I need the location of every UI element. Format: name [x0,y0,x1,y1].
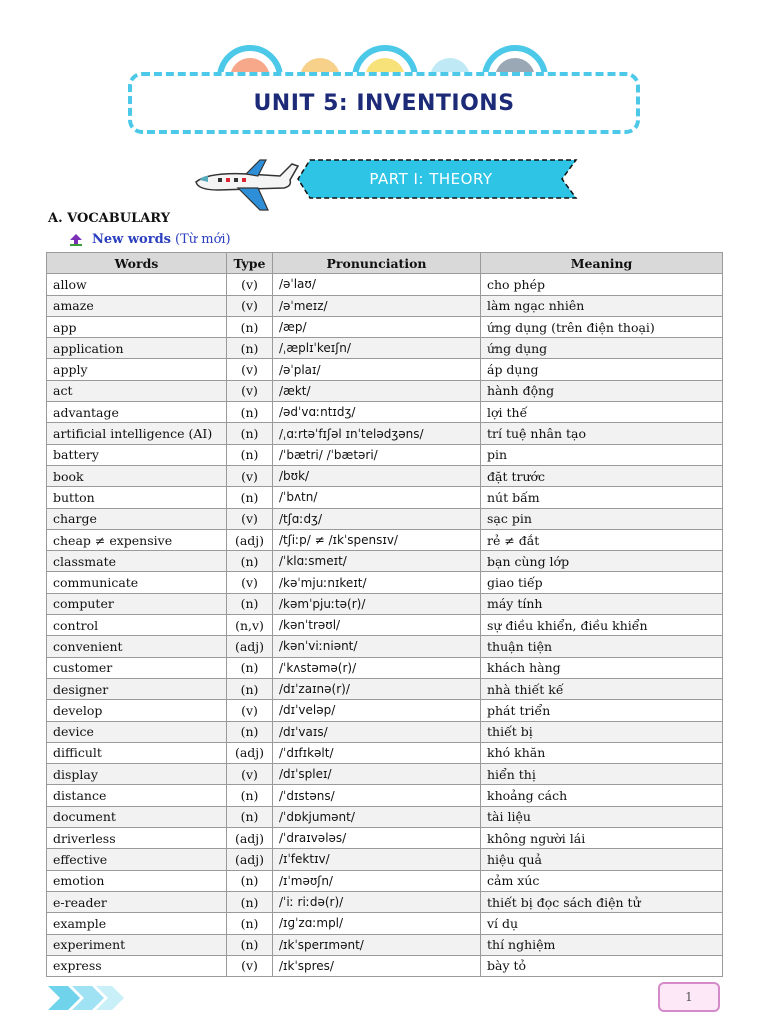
table-row [47,572,723,593]
cell-pronunciation: /dɪˈvaɪs/ [273,721,481,742]
table-row [47,657,723,678]
cell-pronunciation: /ˈklɑːsmeɪt/ [273,551,481,572]
cell-meaning: tài liệu [481,806,723,827]
cell-word: device [47,721,227,742]
cell-word: button [47,487,227,508]
table-row [47,849,723,870]
table-row [47,359,723,380]
cell-pronunciation: /ɪˈfektɪv/ [273,849,481,870]
cell-meaning: hiệu quả [481,849,723,870]
cell-word: allow [47,274,227,295]
cell-meaning: thiết bị [481,721,723,742]
cell-word: develop [47,700,227,721]
cell-pronunciation: /kənˈviːniənt/ [273,636,481,657]
table-row [47,828,723,849]
cell-pronunciation: /kənˈtrəʊl/ [273,615,481,636]
cell-word: control [47,615,227,636]
cell-pronunciation: /tʃiːp/ ≠ /ɪkˈspensɪv/ [273,529,481,550]
cell-type: (n) [227,593,273,614]
table-row [47,742,723,763]
cell-meaning: thí nghiệm [481,934,723,955]
cell-type: (v) [227,295,273,316]
cell-meaning: ứng dụng (trên điện thoại) [481,316,723,337]
table-row [47,274,723,295]
header-type: Type [227,253,273,274]
cell-word: display [47,764,227,785]
cell-type: (v) [227,465,273,486]
cell-meaning: cảm xúc [481,870,723,891]
cell-meaning: hành động [481,380,723,401]
cell-word: distance [47,785,227,806]
cell-type: (n) [227,721,273,742]
table-row [47,870,723,891]
cell-type: (n,v) [227,615,273,636]
table-row [47,891,723,912]
cell-meaning: ví dụ [481,913,723,934]
subheading-en: New words [92,232,171,247]
section-heading: A. VOCABULARY [48,211,170,226]
cell-word: e-reader [47,891,227,912]
cell-pronunciation: /ˌɑːrtəˈfɪʃəl ɪnˈtelədʒəns/ [273,423,481,444]
cell-pronunciation: /əˈmeɪz/ [273,295,481,316]
cell-word: convenient [47,636,227,657]
table-row [47,636,723,657]
cell-pronunciation: /ɪkˈspres/ [273,955,481,976]
table-row [47,444,723,465]
table-row [47,806,723,827]
cell-type: (n) [227,891,273,912]
table-row [47,402,723,423]
table-row [47,465,723,486]
table-row [47,955,723,976]
cell-meaning: nhà thiết kế [481,678,723,699]
airplane-icon [188,156,300,216]
cell-type: (n) [227,316,273,337]
cell-pronunciation: /dɪˈzaɪnə(r)/ [273,678,481,699]
cell-meaning: khó khăn [481,742,723,763]
cell-type: (v) [227,572,273,593]
cell-word: artificial intelligence (AI) [47,423,227,444]
cell-type: (n) [227,785,273,806]
cell-pronunciation: /ˈdraɪvələs/ [273,828,481,849]
cell-type: (n) [227,806,273,827]
chevrons-icon [46,984,126,1012]
cell-word: amaze [47,295,227,316]
table-row [47,678,723,699]
cell-meaning: áp dụng [481,359,723,380]
cell-word: difficult [47,742,227,763]
cell-meaning: khách hàng [481,657,723,678]
cell-pronunciation: /ˈbætri/ /ˈbætəri/ [273,444,481,465]
cell-word: express [47,955,227,976]
table-body [47,274,723,977]
cell-meaning: cho phép [481,274,723,295]
cell-pronunciation: /ˈiː riːdə(r)/ [273,891,481,912]
table-header-row [47,253,723,274]
table-row [47,700,723,721]
cell-word: application [47,338,227,359]
cell-word: designer [47,678,227,699]
cell-pronunciation: /ˈkʌstəmə(r)/ [273,657,481,678]
cell-type: (v) [227,508,273,529]
cell-pronunciation: /ədˈvɑːntɪdʒ/ [273,402,481,423]
cell-meaning: bạn cùng lớp [481,551,723,572]
cell-type: (n) [227,444,273,465]
cell-meaning: nút bấm [481,487,723,508]
table-row [47,316,723,337]
cell-word: customer [47,657,227,678]
cell-meaning: thuận tiện [481,636,723,657]
cell-meaning: bày tỏ [481,955,723,976]
cell-meaning: sạc pin [481,508,723,529]
table-row [47,615,723,636]
cell-word: driverless [47,828,227,849]
cell-type: (v) [227,955,273,976]
table-row [47,721,723,742]
cell-type: (adj) [227,742,273,763]
table-row [47,338,723,359]
cell-meaning: sự điều khiển, điều khiển [481,615,723,636]
cell-pronunciation: /əˈlaʊ/ [273,274,481,295]
cell-type: (adj) [227,529,273,550]
subheading-vi: (Từ mới) [175,232,231,247]
cell-meaning: lợi thế [481,402,723,423]
header-meaning: Meaning [481,253,723,274]
cell-type: (n) [227,487,273,508]
cell-meaning: khoảng cách [481,785,723,806]
cell-word: book [47,465,227,486]
cell-type: (n) [227,423,273,444]
cell-pronunciation: /kəmˈpjuːtə(r)/ [273,593,481,614]
cell-meaning: hiển thị [481,764,723,785]
cell-meaning: không người lái [481,828,723,849]
arrow-bullet-icon [70,234,82,246]
title-box [128,72,640,134]
cell-meaning: pin [481,444,723,465]
cell-word: battery [47,444,227,465]
table-row [47,295,723,316]
table-row [47,423,723,444]
table-row [47,593,723,614]
page-number: 1 [658,982,720,1012]
cell-word: act [47,380,227,401]
cell-meaning: rẻ ≠ đắt [481,529,723,550]
table-row [47,508,723,529]
cell-word: communicate [47,572,227,593]
table-row [47,487,723,508]
cell-pronunciation: /ˌæplɪˈkeɪʃn/ [273,338,481,359]
cell-pronunciation: /ˈbʌtn/ [273,487,481,508]
cell-type: (adj) [227,636,273,657]
cell-type: (n) [227,934,273,955]
cell-meaning: máy tính [481,593,723,614]
table-row [47,913,723,934]
cell-pronunciation: /dɪˈspleɪ/ [273,764,481,785]
section-banner: PART I: THEORY [369,170,493,188]
cell-pronunciation: /kəˈmjuːnɪkeɪt/ [273,572,481,593]
table-row [47,785,723,806]
cell-type: (v) [227,764,273,785]
cell-type: (n) [227,913,273,934]
cell-pronunciation: /tʃɑːdʒ/ [273,508,481,529]
cell-meaning: giao tiếp [481,572,723,593]
table-row [47,551,723,572]
table-row [47,380,723,401]
cell-pronunciation: /ækt/ [273,380,481,401]
cell-word: charge [47,508,227,529]
cell-type: (v) [227,274,273,295]
cell-pronunciation: /ɪɡˈzɑːmpl/ [273,913,481,934]
cell-pronunciation: /æp/ [273,316,481,337]
cell-type: (n) [227,551,273,572]
cell-word: emotion [47,870,227,891]
subheading [70,232,231,247]
cell-type: (adj) [227,828,273,849]
cell-word: document [47,806,227,827]
cell-type: (v) [227,380,273,401]
header-words: Words [47,253,227,274]
cell-pronunciation: /ˈdɪfɪkəlt/ [273,742,481,763]
cell-type: (v) [227,700,273,721]
cell-meaning: trí tuệ nhân tạo [481,423,723,444]
cell-meaning: làm ngạc nhiên [481,295,723,316]
cell-pronunciation: /ɪˈməʊʃn/ [273,870,481,891]
cell-type: (n) [227,402,273,423]
page-title: UNIT 5: INVENTIONS [253,90,515,116]
cell-type: (n) [227,870,273,891]
cell-meaning: ứng dụng [481,338,723,359]
cell-pronunciation: /ˈdɒkjumənt/ [273,806,481,827]
cell-word: effective [47,849,227,870]
cell-word: apply [47,359,227,380]
cell-pronunciation: /əˈplaɪ/ [273,359,481,380]
header-pronunciation: Pronunciation [273,253,481,274]
table-row [47,529,723,550]
table-row [47,934,723,955]
cell-type: (n) [227,678,273,699]
cell-type: (n) [227,657,273,678]
table-row [47,764,723,785]
cell-pronunciation: /ˈdɪstəns/ [273,785,481,806]
cell-meaning: phát triển [481,700,723,721]
cell-meaning: thiết bị đọc sách điện tử [481,891,723,912]
cell-type: (n) [227,338,273,359]
cell-pronunciation: /ɪkˈsperɪmənt/ [273,934,481,955]
cell-word: app [47,316,227,337]
cell-word: cheap ≠ expensive [47,529,227,550]
cell-meaning: đặt trước [481,465,723,486]
cell-word: classmate [47,551,227,572]
vocabulary-table [46,252,723,977]
cell-pronunciation: /dɪˈveləp/ [273,700,481,721]
cell-type: (adj) [227,849,273,870]
cell-word: computer [47,593,227,614]
cell-type: (v) [227,359,273,380]
cell-pronunciation: /bʊk/ [273,465,481,486]
cell-word: advantage [47,402,227,423]
cell-word: experiment [47,934,227,955]
cell-word: example [47,913,227,934]
